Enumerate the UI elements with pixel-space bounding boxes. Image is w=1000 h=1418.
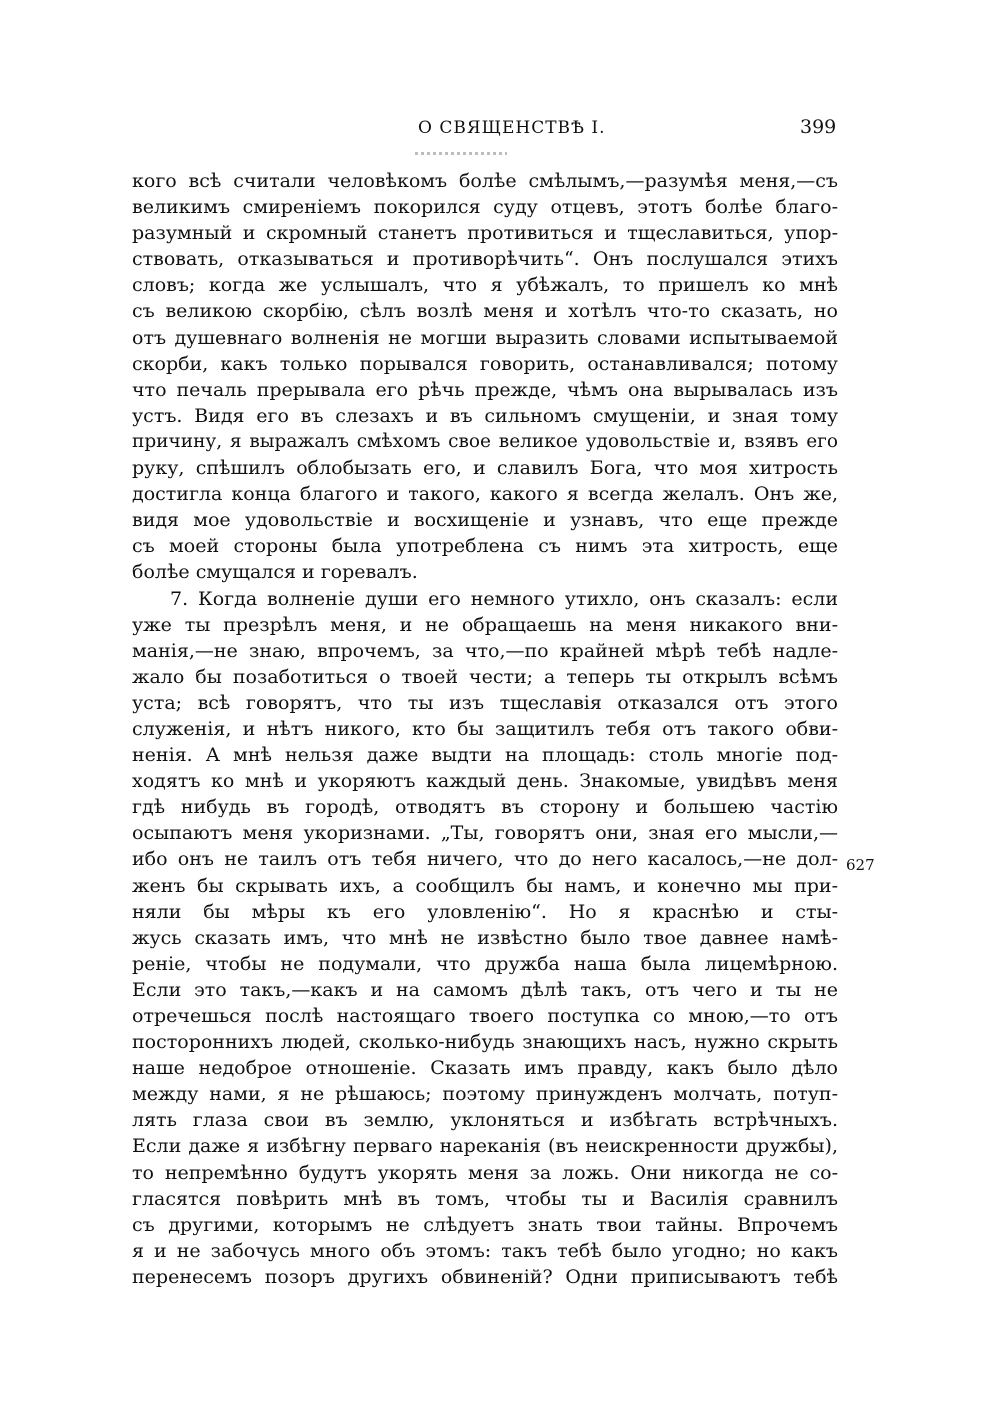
text-line: манія,—не знаю, впрочемъ, за что,—по крайней мѣрѣ тебѣ надле- [132, 639, 838, 662]
text-line: ибо онъ не таилъ отъ тебя ничего, что до него касалось,—не дол- [132, 848, 838, 871]
text-line: гласятся повѣрить мнѣ въ томъ, чтобы ты и Василія сравнилъ [132, 1187, 838, 1210]
text-line: осыпаютъ меня укоризнами. „Ты, говорятъ они, зная его мысли,— [132, 822, 838, 845]
body-text [132, 168, 838, 1290]
text-line: ствовать, отказываться и противорѣчить“. Онъ послушался этихъ [132, 248, 838, 271]
text-line: великимъ смиреніемъ покорился суду отцевъ, этотъ болѣе благо- [132, 196, 838, 219]
text-line: отречешься послѣ настоящаго твоего поступка со мною,—то отъ [132, 1005, 838, 1027]
text-line: между нами, я не рѣшаюсь; поэтому принужденъ молчать, потуп- [132, 1083, 838, 1106]
text-line: женъ бы скрывать ихъ, а сообщилъ бы намъ, и конечно мы при- [132, 874, 838, 897]
text-line: то непремѣнно будутъ укорять меня за ложь. Они никогда не со- [132, 1161, 838, 1184]
paragraph-start-line: 7. Когда волненіе души его немного утихло, онъ сказалъ: если [170, 587, 838, 610]
text-line: няли бы мѣры къ его уловленію“. Но я краснѣю и сты- [132, 900, 838, 923]
text-line: гдѣ нибудь въ городѣ, отводятъ въ сторону и большею частію [132, 796, 838, 819]
text-line: Если это такъ,—какъ и на самомъ дѣлѣ такъ, отъ чего и ты не [132, 978, 838, 1001]
text-line: устъ. Видя его въ слезахъ и въ сильномъ смущеніи, и зная тому [132, 404, 838, 427]
text-line: съ великою скорбію, сѣлъ возлѣ меня и хотѣлъ что-то сказать, но [132, 300, 838, 323]
text-line: отъ душевнаго волненія не могши выразить словами испытываемой [132, 326, 838, 349]
text-line: жусь сказать имъ, что мнѣ не извѣстно было твое давнее намѣ- [132, 926, 838, 949]
text-line: достигла конца благого и такого, какого я всегда желалъ. Онъ же, [132, 483, 838, 506]
running-head-title: О СВЯЩЕНСТВѢ I. [418, 118, 606, 138]
text-line: уже ты презрѣлъ меня, и не обращаешь на меня никакого вни- [132, 613, 838, 636]
text-line: уста; всѣ говорятъ, что ты изъ тщеславія отказался отъ этого [132, 691, 838, 714]
paragraph-end-line: болѣе смущался и горевалъ. [132, 561, 418, 584]
running-head [0, 118, 1000, 142]
text-line: разумный и скромный станетъ противиться и тщеславиться, упор- [132, 222, 838, 245]
text-line: ходятъ ко мнѣ и укоряютъ каждый день. Знакомые, увидѣвъ меня [132, 770, 838, 793]
text-line: лять глаза свои въ землю, уклоняться и избѣгать встрѣчныхъ. [132, 1109, 838, 1132]
text-line: причину, я выражалъ смѣхомъ свое великое удовольствіе и, взявъ его [132, 430, 838, 452]
text-line: ненія. А мнѣ нельзя даже выдти на площадь: столь многіе под- [132, 744, 838, 767]
text-line: я и не забочусь много объ этомъ: такъ тебѣ было угодно; но какъ [132, 1239, 838, 1262]
text-line: служенія, и нѣтъ никого, кто бы защитилъ тебя отъ такого обви- [132, 717, 838, 740]
page-number: 399 [800, 116, 837, 138]
text-line: скорби, какъ только порывался говорить, останавливался; потому [132, 352, 838, 375]
text-line: съ моей стороны была употреблена съ нимъ эта хитрость, еще [132, 535, 838, 558]
print-smudge [415, 152, 507, 155]
text-line: словъ; когда же услышалъ, что я убѣжалъ, то пришелъ ко мнѣ [132, 274, 838, 297]
text-line: наше недоброе отношеніе. Сказать имъ правду, какъ было дѣло [132, 1057, 838, 1080]
text-line: видя мое удовольствіе и восхищеніе и узнавъ, что еще прежде [132, 509, 838, 532]
text-line: кого всѣ считали человѣкомъ болѣе смѣлымъ,—разумѣя меня,—съ [132, 170, 838, 192]
text-line: постороннихъ людей, сколько-нибудь знающихъ насъ, нужно скрыть [132, 1031, 838, 1054]
text-line: перенесемъ позоръ другихъ обвиненій? Одни приписываютъ тебѣ [132, 1265, 838, 1288]
text-line: руку, спѣшилъ облобызать его, и славилъ Бога, что моя хитрость [132, 457, 838, 480]
text-line: жало бы позаботиться о твоей чести; а теперь ты открылъ всѣмъ [132, 665, 838, 688]
text-line: реніе, чтобы не подумали, что дружба наша была лицемѣрною. [132, 952, 838, 975]
text-line: что печаль прерывала его рѣчь прежде, чѣмъ она вырывалась изъ [132, 378, 838, 401]
text-line: съ другими, которымъ не слѣдуетъ знать твои тайны. Впрочемъ [132, 1213, 838, 1236]
text-line: Если даже я избѣгну перваго нареканія (въ неискренности дружбы), [132, 1135, 838, 1158]
margin-reference-number: 627 [846, 856, 875, 874]
